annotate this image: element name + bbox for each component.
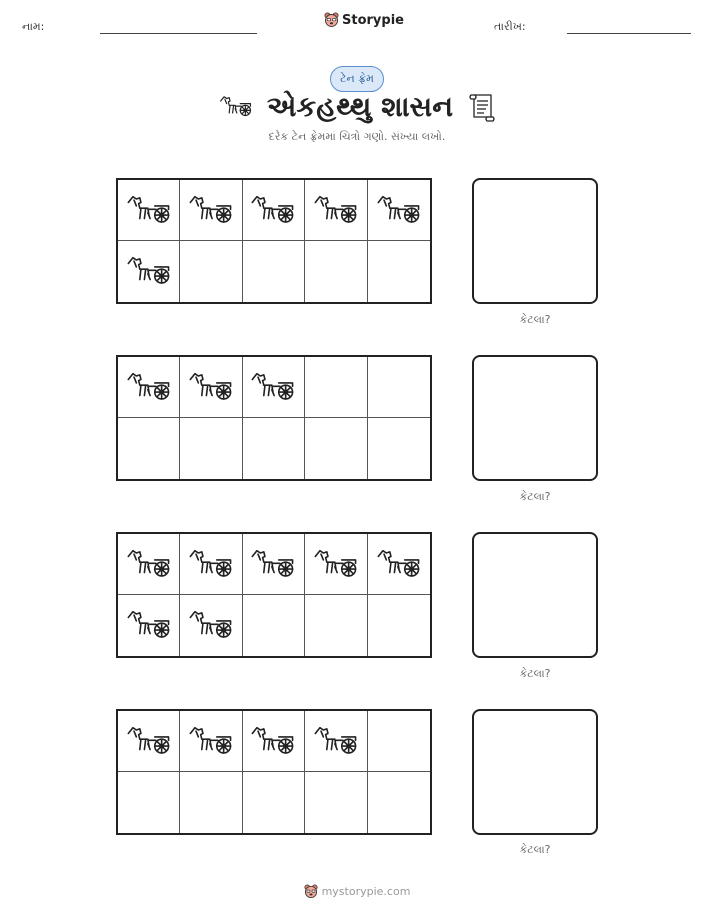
frame-cell (118, 180, 180, 241)
frame-cell (243, 357, 305, 418)
frame-cell (243, 241, 305, 302)
horse-chariot-icon (313, 193, 359, 228)
ten-frame-4 (116, 709, 432, 835)
frame-cell (305, 418, 367, 479)
frame-cell (180, 418, 242, 479)
horse-chariot-icon (188, 370, 234, 405)
frame-cell (368, 711, 430, 772)
horse-chariot-icon (126, 608, 172, 643)
frame-cell (118, 772, 180, 833)
horse-chariot-icon (250, 370, 296, 405)
ten-frame-2 (116, 355, 432, 481)
title-row (0, 90, 714, 124)
date-line[interactable] (567, 33, 691, 34)
horse-chariot-icon (188, 547, 234, 582)
frame-cell (243, 772, 305, 833)
answer-box-1[interactable] (472, 178, 598, 304)
horse-chariot-icon (219, 94, 253, 120)
topic-badge: ટેન ફ્રેમ (330, 66, 384, 92)
how-many-label-4: કેટલા? (519, 843, 551, 856)
scroll-icon (467, 92, 495, 122)
frame-cell (305, 772, 367, 833)
horse-chariot-icon (376, 547, 422, 582)
brand-logo (324, 12, 404, 28)
frame-cell (118, 534, 180, 595)
how-many-label-1: કેટલા? (519, 313, 551, 326)
frame-cell (368, 418, 430, 479)
ten-frame-1 (116, 178, 432, 304)
frame-cell (180, 241, 242, 302)
frame-cell (180, 534, 242, 595)
frame-cell (243, 595, 305, 656)
frame-cell (305, 711, 367, 772)
footer-site[interactable]: mystorypie.com (321, 885, 411, 898)
horse-chariot-icon (126, 254, 172, 289)
instructions: દરેક ટેન ફ્રેમમાં ચિત્રો ગણો. સંખ્યા લખો. (268, 130, 446, 143)
name-label: નામ: (22, 20, 45, 33)
frame-cell (305, 241, 367, 302)
horse-chariot-icon (126, 370, 172, 405)
horse-chariot-icon (126, 724, 172, 759)
ten-frame-3 (116, 532, 432, 658)
answer-box-4[interactable] (472, 709, 598, 835)
brand-mascot-icon (324, 12, 339, 28)
horse-chariot-icon (188, 724, 234, 759)
frame-cell (118, 241, 180, 302)
horse-chariot-icon (250, 724, 296, 759)
frame-cell (243, 418, 305, 479)
frame-cell (180, 711, 242, 772)
horse-chariot-icon (313, 547, 359, 582)
frame-cell (368, 180, 430, 241)
frame-cell (368, 534, 430, 595)
frame-cell (305, 534, 367, 595)
frame-cell (305, 180, 367, 241)
name-line[interactable] (100, 33, 257, 34)
horse-chariot-icon (250, 193, 296, 228)
horse-chariot-icon (126, 193, 172, 228)
horse-chariot-icon (376, 193, 422, 228)
frame-cell (243, 534, 305, 595)
frame-cell (368, 241, 430, 302)
brand-name: Storypie (342, 12, 404, 28)
frame-cell (118, 418, 180, 479)
frame-cell (118, 711, 180, 772)
frame-cell (180, 595, 242, 656)
frame-cell (368, 595, 430, 656)
brand-mascot-icon (304, 884, 318, 899)
horse-chariot-icon (188, 193, 234, 228)
frame-cell (305, 357, 367, 418)
horse-chariot-icon (188, 608, 234, 643)
page-title: એકહથ્થુ શાસન (266, 90, 454, 123)
frame-cell (180, 772, 242, 833)
frame-cell (180, 357, 242, 418)
frame-cell (368, 357, 430, 418)
answer-box-3[interactable] (472, 532, 598, 658)
answer-box-2[interactable] (472, 355, 598, 481)
how-many-label-3: કેટલા? (519, 667, 551, 680)
how-many-label-2: કેટલા? (519, 490, 551, 503)
date-label: તારીખ: (494, 20, 526, 33)
frame-cell (118, 595, 180, 656)
horse-chariot-icon (250, 547, 296, 582)
frame-cell (180, 180, 242, 241)
frame-cell (118, 357, 180, 418)
frame-cell (243, 180, 305, 241)
horse-chariot-icon (126, 547, 172, 582)
horse-chariot-icon (313, 724, 359, 759)
frame-cell (243, 711, 305, 772)
frame-cell (305, 595, 367, 656)
footer (0, 884, 714, 899)
frame-cell (368, 772, 430, 833)
